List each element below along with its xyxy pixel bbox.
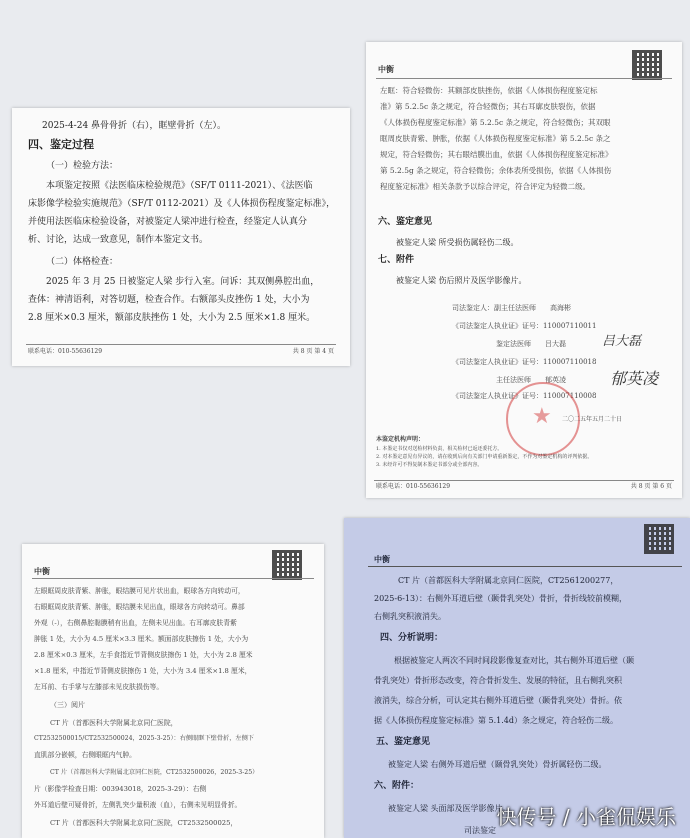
text-line: 并使用法医临床检验设备，对被鉴定人梁冲进行检查，经鉴定人认真分 <box>28 217 308 227</box>
company-logo: 中衡 <box>378 65 394 74</box>
text-line: 2.8 厘米×0.3 厘米，左手食指近节背侧皮肤擦伤 1 处，大小为 2.8 厘米 <box>34 651 253 659</box>
section-heading-5: 五、鉴定意见 <box>376 737 431 747</box>
text-line: 根据被鉴定人两次不同时间段影像复查对比，其右侧外耳道后壁（颞 <box>394 656 634 665</box>
signer-1: 司法鉴定人：副主任法医师 高海彬 <box>452 304 571 312</box>
document-page-1 <box>12 108 350 366</box>
text-line: 片（影像学检查日期：003943018，2025-3-29）：右侧 <box>34 785 207 793</box>
company-logo: 中衡 <box>34 567 50 576</box>
text-line: 据《人体损伤程度鉴定标准》第 5.1.4d）条之规定，符合轻伤二级。 <box>374 716 619 725</box>
qr-code-icon <box>646 526 672 552</box>
text-line: CT 片（首都医科大学附属北京同仁医院，CT2561200277， <box>398 576 619 585</box>
text-line: 2.8 厘米×0.3 厘米，额部皮肤挫伤 1 处，大小为 2.5 厘米×1.8 厘米。 <box>28 313 316 323</box>
text-line: 规定，符合轻微伤；其右眼结膜出血，依据《人体损伤程度鉴定标准》 <box>380 150 613 159</box>
text-line: 直肌部分嵌顿，右侧眼眶内气肿。 <box>34 751 136 759</box>
text-line: （三）阅片 <box>50 701 85 709</box>
footer-page-number: 共 8 页 第 4 页 <box>292 348 334 355</box>
text-line: CT 片（首都医科大学附属北京同仁医院， <box>50 719 178 727</box>
footer-divider <box>26 344 336 345</box>
header-divider <box>376 78 672 79</box>
handwritten-signature: 郁英凌 <box>610 369 659 388</box>
note-line: 1. 本鉴定书仅对送检材料负责，相关检材已返还委托方。 <box>376 446 503 452</box>
note-line: 2. 对本鉴定意见有异议的，请在收到后向有关部门申请重新鉴定，不作为对鉴定机构的评判依据。 <box>376 454 593 460</box>
opinion-text: 被鉴定人梁 右侧外耳道后壁（颞骨乳突处）骨折属轻伤二级。 <box>388 760 607 769</box>
qr-code-icon <box>274 552 300 578</box>
text-line: 床影像学检验实施规范》（SF/T 0112-2021）及《人体损伤程度鉴定标准》， <box>28 199 336 209</box>
text-line: CT2532500015/CT2532500024，2025-3-25）：右侧眼眶下壁骨折，左侧下 <box>34 735 254 742</box>
opinion-text: 被鉴定人梁 所受损伤属轻伤二级。 <box>396 238 519 247</box>
text-line: （二）体格检查： <box>46 257 119 267</box>
document-page-2 <box>366 42 682 498</box>
text-line: 程度鉴定标准》相关条款予以综合评定，符合评定为轻微二级。 <box>380 182 590 191</box>
cert-number-1: 《司法鉴定人执业证》证号：110007110011 <box>452 322 597 330</box>
signer-3: 主任法医师 郁英凌 <box>496 376 566 384</box>
document-page-4 <box>344 518 690 838</box>
header-divider <box>368 566 682 567</box>
footer-page-number: 共 8 页 第 6 页 <box>630 483 672 490</box>
text-line: 2025 年 3 月 25 日被鉴定人梁 步行入室。问诉：其双侧鼻腔出血， <box>46 277 320 287</box>
text-line: 第 5.2.5g 条之规定，符合轻微伤；余体表所受损伤，依据《人体损伤 <box>380 166 612 175</box>
text-line: 左眼眶周皮肤青紫、肿胀，眼结膜可见片状出血，眼球各方向转动可， <box>34 587 245 595</box>
text-line: 查体：神清语利，对答切题，检查合作。右额部头皮挫伤 1 处，大小为 <box>28 295 310 305</box>
footer-divider <box>374 480 674 481</box>
attachment-text: 被鉴定人梁 伤后照片及医学影像片。 <box>396 276 527 285</box>
text-line: CT 片（首都医科大学附属北京同仁医院，CT2532500026，2025-3-25） <box>50 769 259 776</box>
text-line: 液消失，综合分析，可认定其右侧外耳道后壁（颞骨乳突处）骨折。依 <box>374 696 622 705</box>
header-divider <box>32 578 314 579</box>
text-line: 2025-6-13）：右侧外耳道后壁（颞骨乳突处）骨折，骨折线较前模糊， <box>374 594 628 603</box>
text-line: 本项鉴定按照《法医临床检验规范》（SF/T 0111-2021）、《法医临 <box>46 181 313 191</box>
text-line: CT 片（首都医科大学附属北京同仁医院，CT2532500025， <box>50 819 238 827</box>
text-line: （一）检验方法： <box>46 161 119 171</box>
company-logo: 中衡 <box>374 555 390 564</box>
handwritten-signature: 吕大磊 <box>602 334 642 349</box>
text-line: 右眼眶周皮肤青紫、肿胀，眼结膜未见出血，眼球各方向转动可。鼻部 <box>34 603 245 611</box>
text-line: ×1.8 厘米，中指近节背侧皮肤擦伤 1 处，大小为 3.4 厘米×1.8 厘米， <box>34 667 252 675</box>
notes-title: 本鉴定机构声明： <box>376 436 425 443</box>
document-page-3 <box>22 544 324 838</box>
platform-watermark: 快传号 / 小雀侃娱乐 <box>496 805 676 829</box>
text-line: 外观（-），右侧鼻腔黏膜稍有出血，左侧未见出血。右耳廓皮肤青紫 <box>34 619 237 627</box>
text-line: 左眶：符合轻微伤：其额部皮肤挫伤，依据《人体损伤程度鉴定标 <box>380 86 598 95</box>
text-line: 右侧乳突积液消失。 <box>374 612 446 621</box>
text-line: 肿胀 1 处，大小为 4.5 厘米×3.3 厘米。额面部皮肤擦伤 1 处，大小为 <box>34 635 249 643</box>
text-line: 骨乳突处）骨折形态改变，符合骨折发生、发展的特征，且右侧乳突积 <box>374 676 622 685</box>
footer-phone: 联系电话：010-55636129 <box>376 483 451 490</box>
text-line: 2025-4-24 鼻骨骨折（右），眶壁骨折（左）。 <box>42 121 227 131</box>
text-line: 司法鉴定 <box>464 826 496 835</box>
text-line: 《人体损伤程度鉴定标准》第 5.2.5c 条之规定，符合轻微伤；其双眼 <box>380 118 611 127</box>
section-heading-6: 六、附件： <box>374 781 420 791</box>
footer-phone: 联系电话：010-55636129 <box>28 348 103 355</box>
signer-2: 鉴定法医师 吕大磊 <box>496 340 566 348</box>
text-line: 准》第 5.2.5c 条之规定，符合轻微伤；其右耳廓皮肤裂伤，依据 <box>380 102 596 111</box>
section-heading-4: 四、分析说明： <box>380 633 444 643</box>
cert-number-3: 《司法鉴定人执业证》证号：110007110008 <box>452 392 597 400</box>
qr-code-icon <box>634 52 660 78</box>
report-date: 二〇二五年五月二十日 <box>562 416 623 423</box>
text-line: 析、讨论，达成一致意见，制作本鉴定文书。 <box>28 235 209 245</box>
text-line: 外耳道后壁可疑骨折，左侧乳突少量积液（血），右侧未见明显骨折。 <box>34 801 242 809</box>
text-line: 眶周皮肤青紫、肿胀，依据《人体损伤程度鉴定标准》第 5.2.5c 条之 <box>380 134 611 143</box>
note-line: 3. 未经许可不得复制本鉴定书部分或全部内容。 <box>376 462 483 468</box>
section-heading-6: 六、鉴定意见 <box>378 217 433 227</box>
cert-number-2: 《司法鉴定人执业证》证号：110007110018 <box>452 358 597 366</box>
attachment-text: 被鉴定人梁 头面部及医学影像片。 <box>388 804 511 813</box>
section-heading-4: 四、鉴定过程 <box>28 138 94 151</box>
section-heading-7: 七、附件 <box>378 255 415 265</box>
text-line: 左耳前、右手掌与左膝部未见皮肤损伤等。 <box>34 683 164 691</box>
